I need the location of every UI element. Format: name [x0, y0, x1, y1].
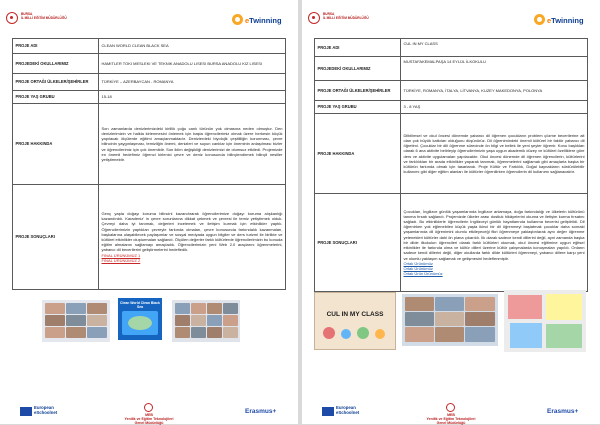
label-about: PROJE HAKKINDA [13, 104, 99, 185]
meb-yegitek-logo-text: MEB Yenilik ve Eğitim Teknolojileri Genel Müdürlüğü [426, 413, 476, 425]
table-row [315, 194, 588, 292]
value-about: Dilbilimsel ve okul öncesi dönemde yabancı dil öğrenen çocukların problem çözme becerilerine ait olan çok büyük katkıları olduğunu düşünürüz. Dil öğrenimindeki önemli kültürel bir faktör yabancı dil öğretimi. Çocuklar bir dili öğrenme sürecinde ön bilgi ve bellek ile yeni şeyler öğrenir. Konu başlıkları olarak 6 ana aktivite belirleyip öğrencilerimizin yaşa uygun akademik düzey ve kültürel özelliklere göre ders ve aktivite uygulamaları yapılacaktır. Okul öncesi dönemde dil öğrenen öğrencilerin, kültürlerini ve farklılıkları bir arada etkinlikler yaparak tanımak, öğrenmelerini sağlamak gibi amaçlarla başka bir kültürün farkında olmak için tasarlandı. Proje Kültür ve Farklılık, Doğal kaynakların sürdürülebilir kullanımı gibi diğer eğitim alanları ile kültürler öğrenilirken öğrencilerin dil kullanımı sağlanacaktır. [401, 114, 588, 194]
eschoolnet-logo-text: European eSchoolnet [336, 405, 360, 415]
table-row [13, 74, 286, 91]
cul-in-my-class-poster: CUL IN MY CLASS [314, 292, 396, 350]
eschoolnet-logo-text: European eSchoolnet [34, 405, 58, 415]
label-schools: PROJEDEKİ OKULLARIMIZ [315, 57, 401, 81]
right-project-table [314, 38, 588, 292]
table-row [315, 114, 588, 194]
page-footer [0, 402, 298, 424]
value-age-group: 15-18 [99, 91, 286, 104]
video-meeting-photo-1 [42, 300, 110, 342]
value-project-name: CUL IN MY CLASS [401, 39, 588, 57]
video-meeting-photo-2 [172, 300, 240, 342]
label-age-group: PROJE YAŞ GRUBU [13, 91, 99, 104]
value-about: Son zamanlarda denizlerimizdeki kirlilik çoğu canlı türünün yok olmasına neden olmuştur. Den denizlerimizin ve halkla kirlenmesini önlemek için başta öğrencilerimiz olmak üzere herkesin küçük yapılacak ölçülerde eğitimi amaçlanmaktadır. Denizlerdeki biyolojik çeşitliliğin korunması, çevre bilincinin yaygınlaşması, temizliğin önemi, denizleri ve suyun canlılar için öneminin anlaşılması bizler ve öğrencilerimiz için çok önemlidir. Son iklim değişikliği denizlerimizi de olumsuz etkiledi. Projemizde en önemli hedefimiz öğrenci kirlenici çevre ve deniz konusunda bilinçlendirmek bilinçli nesiller yetiştirmektir. [99, 104, 286, 185]
erasmus-logo-text: Erasmus+ [245, 408, 277, 415]
table-row [315, 101, 588, 114]
page-header [302, 0, 600, 34]
results-text: Genç yaşta doğayı koruma bilincini kazandırarak öğrencilerimize doğayı koruma alışkanlığı kazandırdık. Karadeniz' in çevre sorunlarına dikkat çekmek ve çevresi ile temiz yetiştirmek olduk. Çevreyi daha iyi tanımak, değerleri incelemek ve iletişim kurmak için etkinlikler yaptık. Öğrencilerimizin yaptıkları çevreyle farkında olmaları, çevre konusunda farkındalık kazanmaları, başkalarına ulaşabilecek paylaşımlar ve sosyal medyada uygun bilgiler ve ders turizmi ile birlikte ve kültürel etkinlikler oluşturmaları sağlandı. Ölçülen değerler farklı kültürlerde öğrencilerimizin bu konuda eğitim almalarını sağlamayı amaçladık. Öğrencilerimizin yeni Web 2.0 araçlarını öğrenmelerini, yabancı dil becerilerini geliştirmelerini hedefledik. [101, 210, 283, 253]
eu-flag-icon [20, 407, 32, 416]
value-results [401, 194, 588, 292]
joint-product-link-2[interactable]: Ortak Ürünümüz [403, 265, 433, 271]
label-results: PROJE SONUÇLARI [315, 194, 401, 292]
meb-logo-icon [6, 12, 18, 24]
table-row [315, 39, 588, 57]
label-project-name: PROJE ADI [13, 39, 99, 54]
eu-flag-icon [322, 407, 334, 416]
value-age-group: 3 - 8 YAŞ [401, 101, 588, 114]
etwinning-logo-icon [534, 14, 545, 25]
meb-yegitek-logo-icon [446, 403, 455, 412]
table-row [315, 81, 588, 101]
value-schools: HAMITLER TOKI MESLEKI VE TEKNIK ANADOLU LISESI BURSA ANADOLU KIZ LISESI [99, 54, 286, 74]
table-row [315, 57, 588, 81]
table-row [13, 185, 286, 290]
label-schools: PROJEDEKİ OKULLARIMIZ [13, 54, 99, 74]
etwinning-logo-text: eTwinning [245, 16, 282, 25]
page-header [0, 0, 298, 34]
student-drawings-photo [504, 290, 586, 352]
value-schools: MUSTAFAKEMALPAŞA 14 EYLÜL İLKOKULU [401, 57, 588, 81]
meb-logo-text: BURSA İL MİLLİ EĞİTİM MÜDÜRLÜĞÜ [21, 12, 67, 20]
left-page [0, 0, 298, 424]
value-project-name: CLEAN WORLD CLEAN BLACK SEA [99, 39, 286, 54]
label-age-group: PROJE YAŞ GRUBU [315, 101, 401, 114]
final-product-link-1[interactable]: FINAL ÜRÜNÜMÜZ 1 [101, 252, 141, 258]
value-partner-countries: TÜRKİYE – AZERBAYCAN - ROMANYA [99, 74, 286, 91]
results-text: Çocukları, İngilizce günlük yaşamlarında İngilizce anlamaya, doğa farkındalığı ve ülkelerin kültürünü tanıma fırsatı sağlandı. Projemizde ülkeler arası dostluk hikâyelerini okuma ve iletişim kurma fırsatını sağladı. Bu etkinliklerle öğrencilerin İngilizceyi günlük hayatlarında kullanma becerisi geliştirildi. Dil öğrenirken yok eğlenebilen küçük yaşta ikinci bir dil öğrenmeyi başlatmak çocuklar daha sonraki yaşamlarında dil öğrenimini olumlu etkileyeceği fikri öğrenmeye yaklaştırılarak aynı değer öğrenme yetenekleri kültürler dahi ön plana çıkarıldı. İlk olarak sadece kendi dillerini değil, ayni zamanda başka bir dilde ilkokulun öğrencileri olarak farklı kültürleri okumak, okul öncesi eğitimine uygun eğitsel etkinlikler ile farkında olma ve kültür dilleri üzerine kültür çalışmalarda konuşmaları yapıldı. Onların sadece kendi dillerini değil, diğer okullarda farklı dilde kültürleri öğrenmeyi, yabancı dillere karşı yeni ve olumlu yaklaşım sağlamak ve gelişmesini hedeflenmiştir. [403, 208, 585, 261]
label-results: PROJE SONUÇLARI [13, 185, 99, 290]
label-partner-countries: PROJE ORTAĞI ÜLKELER/ŞEHİRLER [315, 81, 401, 101]
erasmus-logo-text: Erasmus+ [547, 408, 579, 415]
clean-black-sea-poster: Clean World Clean Black Sea [118, 298, 162, 340]
joint-product-link-1[interactable]: Ortak Ürünümüz [403, 260, 433, 266]
final-product-link-2[interactable]: FINAL ÜRÜNÜMÜZ 2 [101, 257, 141, 263]
etwinning-logo-icon [232, 14, 243, 25]
joint-product-link-3[interactable]: Ortak Ürün Ürünümüz [403, 271, 443, 277]
meb-logo-text: BURSA İL MİLLİ EĞİTİM MÜDÜRLÜĞÜ [323, 12, 369, 20]
etwinning-logo-text: eTwinning [547, 16, 584, 25]
value-partner-countries: TÜRKİYE, ROMANYA, İTALYA, LİTVANYA, KUZEY MAKEDONYA, POLONYA [401, 81, 588, 101]
left-project-table [12, 38, 286, 290]
table-row [13, 104, 286, 185]
table-row [13, 91, 286, 104]
label-partner-countries: PROJE ORTAĞI ÜLKELER/ŞEHİRLER [13, 74, 99, 91]
meb-logo-icon [308, 12, 320, 24]
online-class-photo [402, 294, 498, 346]
label-project-name: PROJE ADI [315, 39, 401, 57]
page-footer [302, 402, 600, 424]
meb-yegitek-logo-icon [144, 403, 153, 412]
table-row [13, 54, 286, 74]
right-page [302, 0, 600, 424]
label-about: PROJE HAKKINDA [315, 114, 401, 194]
meb-yegitek-logo-text: MEB Yenilik ve Eğitim Teknolojileri Genel Müdürlüğü [124, 413, 174, 425]
value-results [99, 185, 286, 290]
table-row [13, 39, 286, 54]
